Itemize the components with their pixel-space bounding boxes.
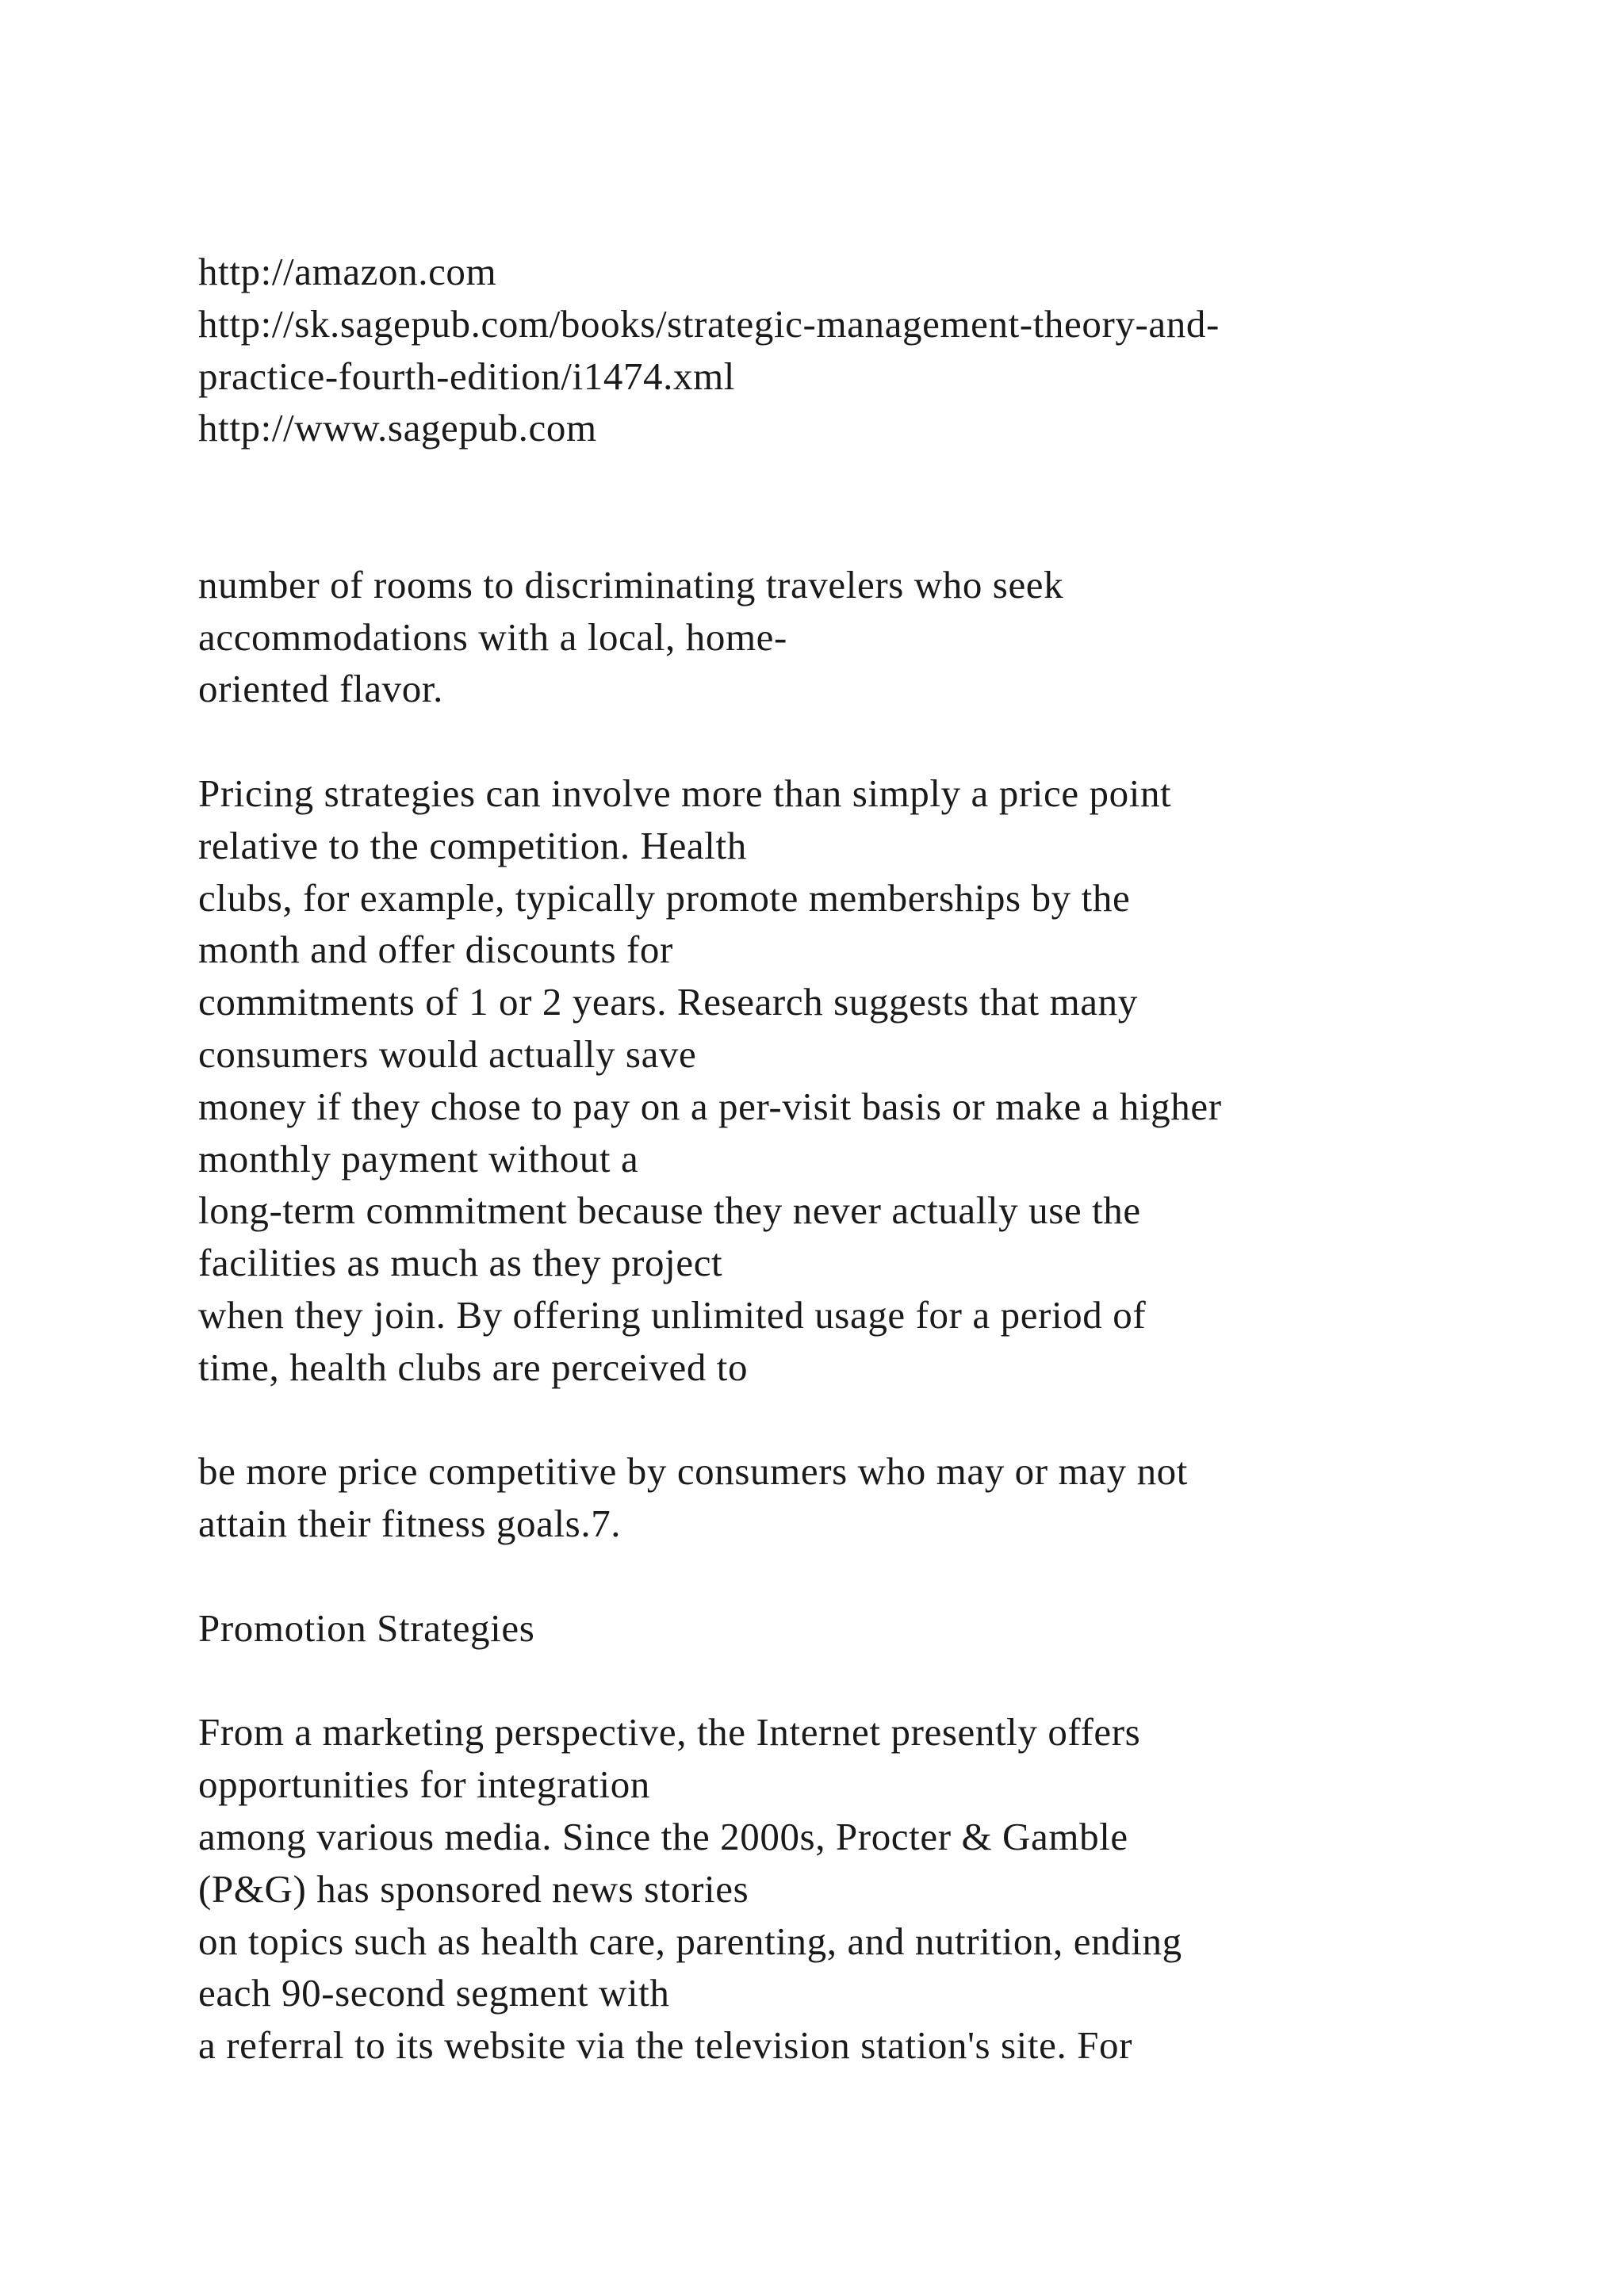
source-link-continued[interactable]: practice-fourth-edition/i1474.xml bbox=[198, 354, 736, 398]
spacer bbox=[198, 1550, 1507, 1602]
text-line: facilities as much as they project bbox=[198, 1241, 723, 1285]
text-line: monthly payment without a bbox=[198, 1136, 639, 1181]
paragraph-marketing bbox=[198, 1706, 1507, 2072]
text-line: accommodations with a local, home- bbox=[198, 614, 787, 659]
source-links bbox=[198, 246, 1507, 454]
text-line: on topics such as health care, parenting, and nutrition, ending bbox=[198, 1919, 1182, 1963]
text-line: relative to the competition. Health bbox=[198, 823, 747, 867]
text-line: (P&G) has sponsored news stories bbox=[198, 1866, 749, 1911]
text-line: attain their fitness goals.7. bbox=[198, 1502, 622, 1546]
text-line: long-term commitment because they never actually use the bbox=[198, 1188, 1141, 1233]
text-line: money if they chose to pay on a per-visit basis or make a higher bbox=[198, 1084, 1222, 1128]
source-link[interactable]: http://sk.sagepub.com/books/strategic-management-theory-and- bbox=[198, 301, 1220, 346]
spacer bbox=[198, 1655, 1507, 1707]
text-line: month and offer discounts for bbox=[198, 928, 673, 972]
text-line: be more price competitive by consumers who may or may not bbox=[198, 1449, 1188, 1494]
source-link[interactable]: http://amazon.com bbox=[198, 250, 497, 293]
text-line: each 90-second segment with bbox=[198, 1971, 670, 2015]
heading-promotion-strategies: Promotion Strategies bbox=[198, 1605, 535, 1650]
text-line: consumers would actually save bbox=[198, 1031, 697, 1076]
text-line: when they join. By offering unlimited usage for a period of bbox=[198, 1292, 1147, 1337]
paragraph-price-competitive bbox=[198, 1445, 1507, 1550]
source-link[interactable]: http://www.sagepub.com bbox=[198, 406, 597, 450]
text-line: From a marketing perspective, the Internet presently offers bbox=[198, 1710, 1141, 1755]
text-line: clubs, for example, typically promote memberships by the bbox=[198, 875, 1131, 920]
spacer bbox=[198, 507, 1507, 559]
section-heading bbox=[198, 1602, 1507, 1655]
spacer bbox=[198, 454, 1507, 507]
text-line: a referral to its website via the television station's site. For bbox=[198, 2023, 1133, 2068]
paragraph-pricing bbox=[198, 767, 1507, 1394]
spacer bbox=[198, 1394, 1507, 1446]
text-line: time, health clubs are perceived to bbox=[198, 1345, 749, 1389]
text-line: oriented flavor. bbox=[198, 667, 443, 711]
spacer bbox=[198, 715, 1507, 767]
document-page bbox=[198, 246, 1507, 2072]
paragraph-rooms bbox=[198, 559, 1507, 715]
text-line: Pricing strategies can involve more than simply a price point bbox=[198, 771, 1172, 815]
text-line: commitments of 1 or 2 years. Research suggests that many bbox=[198, 980, 1138, 1024]
text-line: opportunities for integration bbox=[198, 1762, 650, 1807]
text-line: number of rooms to discriminating travelers who seek bbox=[198, 562, 1064, 607]
text-line: among various media. Since the 2000s, Procter & Gamble bbox=[198, 1814, 1128, 1858]
